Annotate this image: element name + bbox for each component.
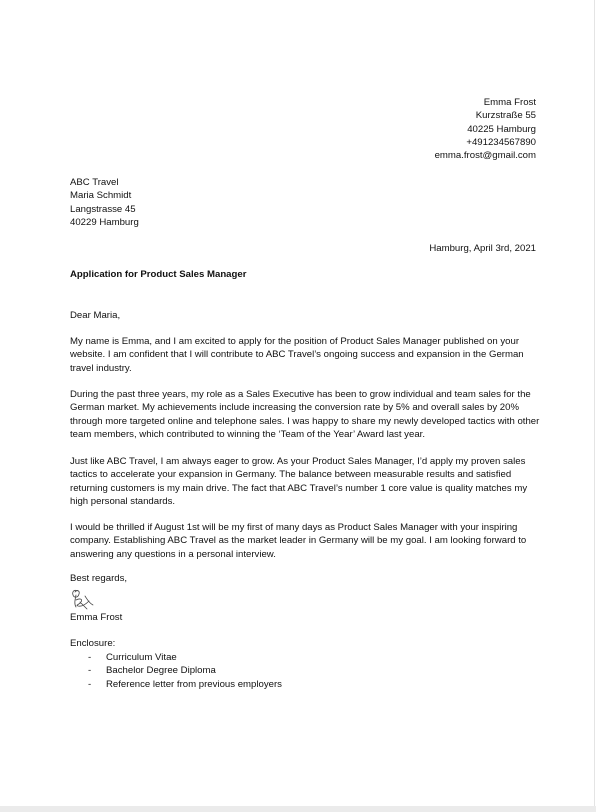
signer-name: Emma Frost [70,612,123,623]
closing: Best regards, [70,573,128,584]
body-paragraph-1: My name is Emma, and I am excited to apply for the position of Product Sales Manager published on your website. I am confident that I will contribute to ABC Travel’s ongoing success and expansion in the German travel industry. [70,336,524,374]
recipient-street: Langstrasse 45 [70,203,136,215]
body-paragraph-4: I would be thrilled if August 1st will be my first of many days as Product Sales Manager with your inspiring company. Establishing ABC Travel as the market leader in Germany will be my goal. I am looking forward to answering any questions in a personal interview. [70,522,527,560]
signature-image [68,586,96,612]
recipient-city: 40229 Hamburg [70,216,139,228]
body-paragraph-3: Just like ABC Travel, I am always eager to grow. As your Product Sales Manager, I’d apply my proven sales tactics to accelerate your expansion in Germany. The balance between measurable results and satisfied returning customers is my main drive. The fact that ABC Travel’s number 1 core value is quality matches my high personal standards. [70,456,528,507]
salutation: Dear Maria, [70,310,121,321]
list-item-text: Reference letter from previous employers [106,678,282,690]
sender-phone: +491234567890 [466,136,536,148]
enclosure-list [70,651,282,691]
enclosure-label: Enclosure: [70,638,116,649]
recipient-address [70,176,139,229]
list-bullet: - [88,665,92,677]
sender-city: 40225 Hamburg [467,123,536,135]
list-item [70,651,282,664]
recipient-company: ABC Travel [70,177,119,188]
letter-subject: Application for Product Sales Manager [70,269,247,280]
letter-date: Hamburg, April 3rd, 2021 [429,243,536,254]
list-item-text: Curriculum Vitae [106,652,177,663]
list-bullet: - [88,678,92,690]
list-item [70,664,282,677]
sender-address [435,96,536,162]
list-bullet: - [88,652,92,663]
sender-street: Kurzstraße 55 [475,110,536,122]
list-item [70,678,282,691]
sender-email: emma.frost@gmail.com [434,150,536,162]
body-paragraph-2: During the past three years, my role as a Sales Executive has been to grow individual and team sales for the German market. My achievements include increasing the conversion rate by 5% and overall sales by 20% through more targeted online and telephone sales. I was happy to share my newly developed tactics with other team members, which contributed to winning the ‘Team of the Year’ Award last year. [70,389,540,440]
sender-name: Emma Frost [483,97,536,108]
viewer-background [0,806,596,812]
list-item-text: Bachelor Degree Diploma [106,665,216,677]
recipient-contact: Maria Schmidt [70,190,132,202]
